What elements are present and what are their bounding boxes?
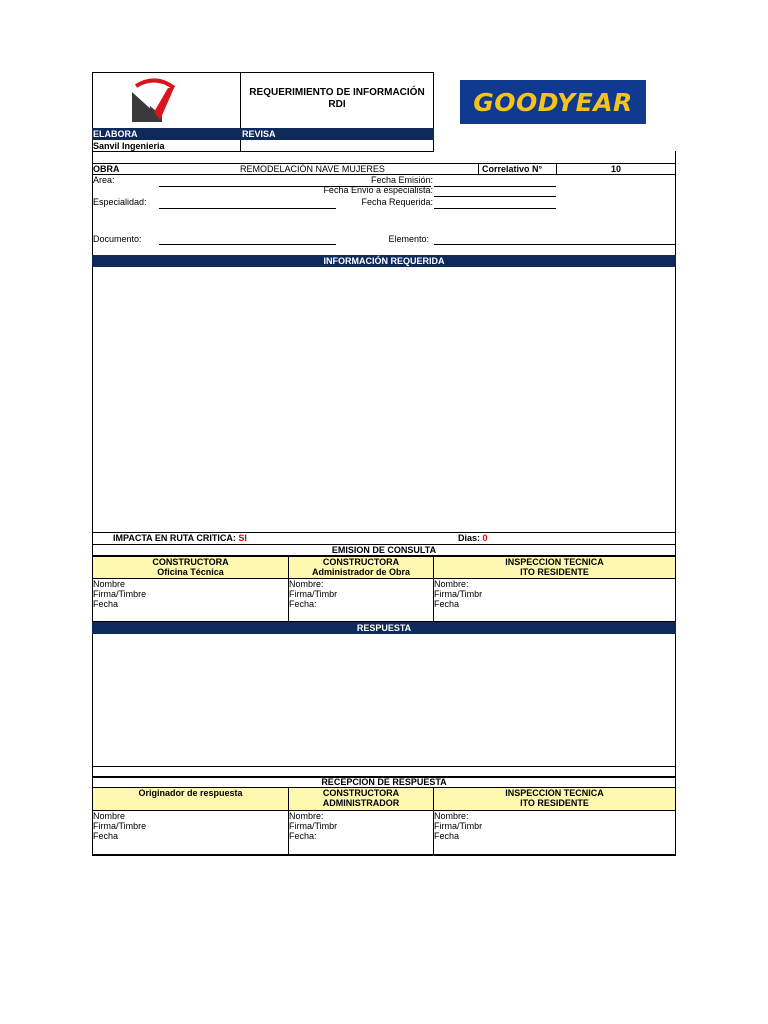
firma-label: Firma/Timbre: [93, 589, 147, 599]
elabora-label: ELABORA: [93, 129, 138, 139]
emision-col2-subtitle: Administrador de Obra: [311, 567, 410, 577]
goodyear-logo: [460, 80, 646, 124]
recepcion-header-bottom: [92, 810, 676, 811]
recepcion-col1-header: [93, 788, 288, 798]
nombre-label: Nombre: [93, 811, 126, 821]
emision-col3-title: INSPECCION TECNICA: [505, 557, 604, 567]
firma-label: Firma/Timbr: [289, 821, 338, 831]
info-requerida-area[interactable]: [93, 268, 675, 532]
correlativo-label: Correlativo N°: [482, 164, 543, 174]
nombre-label: Nombre:: [289, 811, 324, 821]
documento-line: [159, 244, 336, 245]
emision-col1-title: CONSTRUCTORA: [152, 557, 229, 567]
nombre-label: Nombre:: [289, 579, 324, 589]
impacta-value: SI: [238, 533, 247, 543]
emision-col2-title: CONSTRUCTORA: [322, 557, 400, 567]
respuesta-header: RESPUESTA: [92, 622, 676, 634]
header-divider: [240, 72, 241, 152]
obra-label: OBRA: [93, 164, 120, 174]
recepcion-col3-header: [434, 788, 675, 808]
company-logo: [128, 78, 178, 124]
nombre-label: Nombre: [93, 579, 126, 589]
fecha-label: Fecha:: [289, 831, 317, 841]
fecha-envio-line: [434, 196, 556, 197]
title-line-1: REQUERIMIENTO DE INFORMACIÓN: [249, 87, 425, 98]
impacta-ruta-critica: [113, 533, 247, 543]
title-line-2: RDI: [328, 99, 346, 110]
fecha-label: Fecha: [93, 831, 119, 841]
form-border-left-top: [92, 72, 93, 152]
firma-label: Firma/Timbr: [434, 589, 483, 599]
fecha-label: Fecha: [434, 831, 460, 841]
especialidad-label: Especialidad:: [93, 197, 147, 207]
emision-col1-header: [93, 557, 288, 577]
dias-field: [458, 533, 488, 543]
correlativo-value: 10: [610, 164, 621, 174]
firma-label: Firma/Timbr: [289, 589, 338, 599]
header-divider: [433, 72, 434, 152]
fecha-emision-line: [434, 186, 556, 187]
recepcion-col3-subtitle: ITO RESIDENTE: [520, 798, 589, 808]
fecha-requerida-line: [434, 208, 556, 209]
form-border-bottom: [92, 854, 676, 856]
elabora-revisa-bar: [92, 128, 434, 140]
especialidad-line: [159, 208, 336, 209]
correlativo-divider: [478, 163, 479, 174]
dias-value: 0: [482, 533, 488, 543]
fecha-label: Fecha: [93, 599, 119, 609]
fecha-label: Fecha:: [289, 599, 317, 609]
revisa-label: REVISA: [242, 129, 276, 139]
elemento-label: Elemento:: [388, 234, 429, 244]
nombre-label: Nombre:: [434, 811, 469, 821]
elabora-value: Sanvil Ingenieria: [93, 141, 165, 151]
area-label: Area:: [93, 175, 115, 185]
fecha-label: Fecha: [434, 599, 460, 609]
emision-col3-header: [434, 557, 675, 577]
recepcion-col2-title: CONSTRUCTORA: [322, 788, 400, 798]
emision-col2-header: [289, 557, 433, 577]
recepcion-col1-title: Originador de respuesta: [138, 788, 243, 798]
nombre-label: Nombre:: [434, 579, 469, 589]
respuesta-area[interactable]: [93, 635, 675, 766]
dias-label: Dias:: [458, 533, 481, 543]
goodyear-logo-text: GOODYEAR: [473, 88, 633, 117]
header-top-border: [92, 72, 434, 73]
impacta-label: IMPACTA EN RUTA CRITICA:: [113, 533, 236, 543]
form-title: [241, 87, 433, 111]
recepcion-col3-title: INSPECCION TECNICA: [505, 788, 604, 798]
emision-col2-fields: [289, 579, 337, 609]
recepcion-col2-header: [289, 788, 433, 808]
firma-label: Firma/Timbr: [434, 821, 483, 831]
recepcion-col1-fields: [93, 811, 146, 841]
fecha-envio-label: Fecha Envio a especialista:: [323, 185, 433, 195]
recepcion-respuesta-title: RECEPCION DE RESPUESTA: [321, 777, 447, 787]
firma-label: Firma/Timbre: [93, 821, 147, 831]
documento-label: Documento:: [93, 234, 142, 244]
info-requerida-header: INFORMACIÓN REQUERIDA: [92, 255, 676, 267]
emision-col1-subtitle: Oficina Técnica: [157, 567, 224, 577]
recepcion-col2-subtitle: ADMINISTRADOR: [322, 798, 400, 808]
fecha-requerida-label: Fecha Requerida:: [361, 197, 433, 207]
emision-consulta-title: EMISION DE CONSULTA: [331, 545, 437, 555]
respuesta-bottom: [92, 766, 676, 767]
emision-col3-subtitle: ITO RESIDENTE: [520, 567, 589, 577]
recepcion-col2-fields: [289, 811, 337, 841]
emision-col3-fields: [434, 579, 482, 609]
recepcion-col3-fields: [434, 811, 482, 841]
emision-header-bottom: [92, 578, 676, 579]
obra-value: REMODELACIÓN NAVE MUJERES: [240, 164, 385, 174]
elemento-line: [434, 244, 675, 245]
emision-col1-fields: [93, 579, 146, 609]
header-bottom-border: [92, 151, 434, 152]
fecha-emision-label: Fecha Emisión:: [370, 175, 433, 185]
